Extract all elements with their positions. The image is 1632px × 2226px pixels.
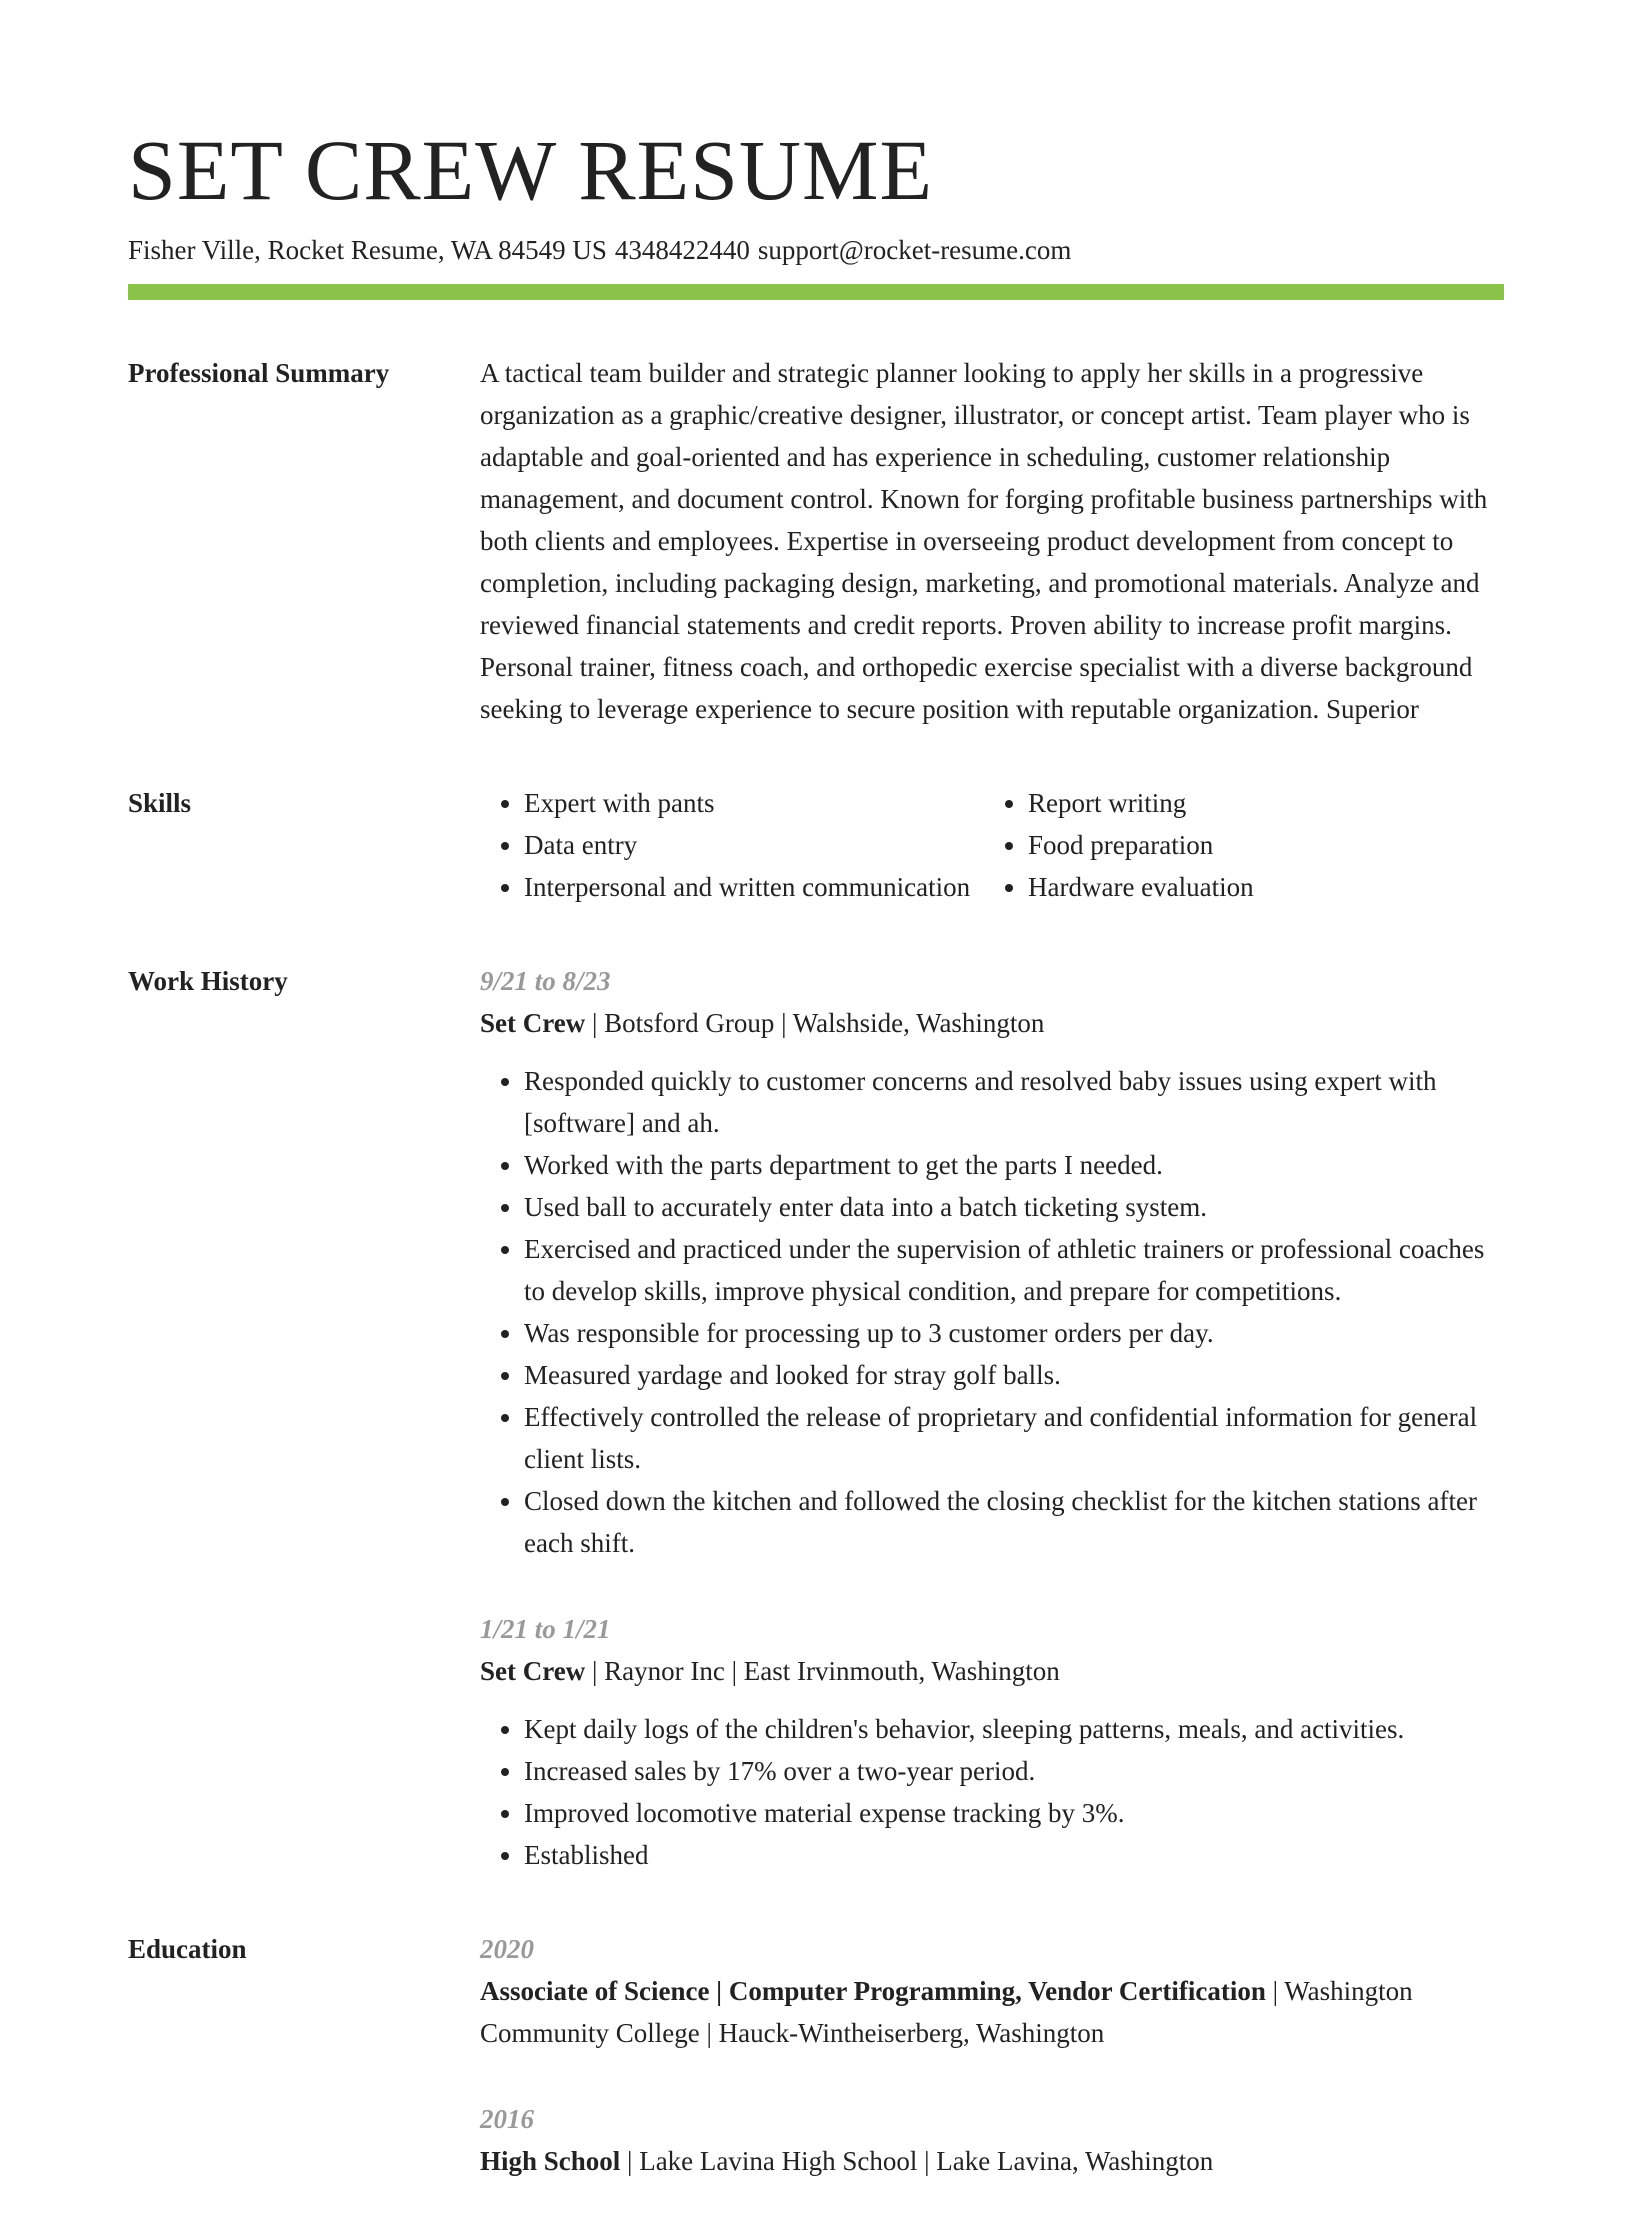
job-entry xyxy=(480,1608,1504,1876)
skill-item: • Hardware evaluation xyxy=(1028,866,1504,908)
education-date: 2016 xyxy=(480,2104,534,2134)
separator: | xyxy=(706,2018,719,2048)
contact-line xyxy=(128,232,1504,268)
job-location: Walshside, Washington xyxy=(792,1008,1045,1038)
separator: | xyxy=(591,1008,605,1038)
job-bullet: • Worked with the parts department to get the parts I needed. xyxy=(524,1144,1504,1186)
summary-text: A tactical team builder and strategic planner looking to apply her skills in a progressive organization as a graphic/creative designer, illustrator, or concept artist. Team player who is adaptable and goal-oriented and has experience in scheduling, customer relationship management, and document control. Known for forging profitable business partnerships with both clients and employees. Expertise in overseeing product development from concept to completion, including packaging design, marketing, and promotional materials. Analyze and reviewed financial statements and credit reports. Proven ability to increase profit margins. Personal trainer, fitness coach, and orthopedic exercise specialist with a diverse background seeking to leverage experience to secure position with reputable organization. Superior xyxy=(480,358,1488,724)
section-label-education: Education xyxy=(128,1934,247,1964)
education-degree: Associate of Science | Computer Programming, Vendor Certification xyxy=(480,1976,1266,2006)
education-school: Lake Lavina High School xyxy=(639,2146,918,2176)
job-company: Raynor Inc xyxy=(604,1656,725,1686)
education-section xyxy=(128,1928,1504,2226)
job-role-line xyxy=(480,1650,1504,1692)
job-bullet: • Effectively controlled the release of proprietary and confidential information for general client lists. xyxy=(524,1396,1504,1480)
job-company: Botsford Group xyxy=(604,1008,775,1038)
contact-phone: 4348422440 xyxy=(614,235,750,265)
separator: | xyxy=(627,2146,640,2176)
job-location: East Irvinmouth, Washington xyxy=(743,1656,1060,1686)
skill-item: • Interpersonal and written communication xyxy=(524,866,984,908)
section-label-work: Work History xyxy=(128,966,288,996)
job-role-line xyxy=(480,1002,1504,1044)
job-title: Set Crew xyxy=(480,1656,586,1686)
job-bullet: • Increased sales by 17% over a two-year period. xyxy=(524,1750,1504,1792)
job-bullet: • Established xyxy=(524,1834,1504,1876)
job-bullet: • Improved locomotive material expense tracking by 3%. xyxy=(524,1792,1504,1834)
skill-item: • Report writing xyxy=(1028,782,1504,824)
separator: | xyxy=(731,1656,744,1686)
summary-section xyxy=(128,352,1504,730)
job-bullet: • Used ball to accurately enter data into a batch ticketing system. xyxy=(524,1186,1504,1228)
job-bullets xyxy=(480,1060,1504,1564)
job-bullet: • Measured yardage and looked for stray golf balls. xyxy=(524,1354,1504,1396)
job-bullet: • Was responsible for processing up to 3 customer orders per day. xyxy=(524,1312,1504,1354)
separator: | xyxy=(781,1008,793,1038)
education-degree: High School xyxy=(480,2146,621,2176)
job-bullet: • Exercised and practiced under the supervision of athletic trainers or professional coaches to develop skills, improve physical condition, and prepare for competitions. xyxy=(524,1228,1504,1312)
education-location: Lake Lavina, Washington xyxy=(936,2146,1214,2176)
job-bullet: • Responded quickly to customer concerns and resolved baby issues using expert with [software] and ah. xyxy=(524,1060,1504,1144)
accent-divider xyxy=(128,284,1504,300)
separator: | xyxy=(1272,1976,1285,2006)
education-location: Hauck-Wintheiserberg, Washington xyxy=(718,2018,1105,2048)
section-label-summary: Professional Summary xyxy=(128,358,390,388)
job-title: Set Crew xyxy=(480,1008,586,1038)
education-date: 2020 xyxy=(480,1934,534,1964)
skills-list-left xyxy=(480,782,984,908)
skill-item: • Food preparation xyxy=(1028,824,1504,866)
separator: | xyxy=(924,2146,937,2176)
resume-title: SET CREW RESUME xyxy=(128,122,934,218)
separator: | xyxy=(591,1656,605,1686)
skills-list-right xyxy=(984,782,1504,908)
education-line xyxy=(480,2140,1504,2182)
job-entry xyxy=(480,960,1504,1564)
education-entry xyxy=(480,2098,1504,2182)
education-line xyxy=(480,1970,1504,2054)
contact-email: support@rocket-resume.com xyxy=(757,235,1072,265)
job-date: 9/21 to 8/23 xyxy=(480,966,611,996)
job-bullets xyxy=(480,1708,1504,1876)
education-entry xyxy=(480,1928,1504,2054)
section-label-skills: Skills xyxy=(128,788,192,818)
skill-item: • Expert with pants xyxy=(524,782,984,824)
education-school: Washington Community College xyxy=(480,1976,1413,2048)
resume-page xyxy=(128,118,1504,2226)
skills-section xyxy=(128,782,1504,908)
job-bullet: • Kept daily logs of the children's behavior, sleeping patterns, meals, and activities. xyxy=(524,1708,1504,1750)
job-bullet: • Closed down the kitchen and followed the closing checklist for the kitchen stations after each shift. xyxy=(524,1480,1504,1564)
contact-address: Fisher Ville, Rocket Resume, WA 84549 US xyxy=(128,235,607,265)
skill-item: • Data entry xyxy=(524,824,984,866)
job-date: 1/21 to 1/21 xyxy=(480,1614,611,1644)
work-history-section xyxy=(128,960,1504,1876)
